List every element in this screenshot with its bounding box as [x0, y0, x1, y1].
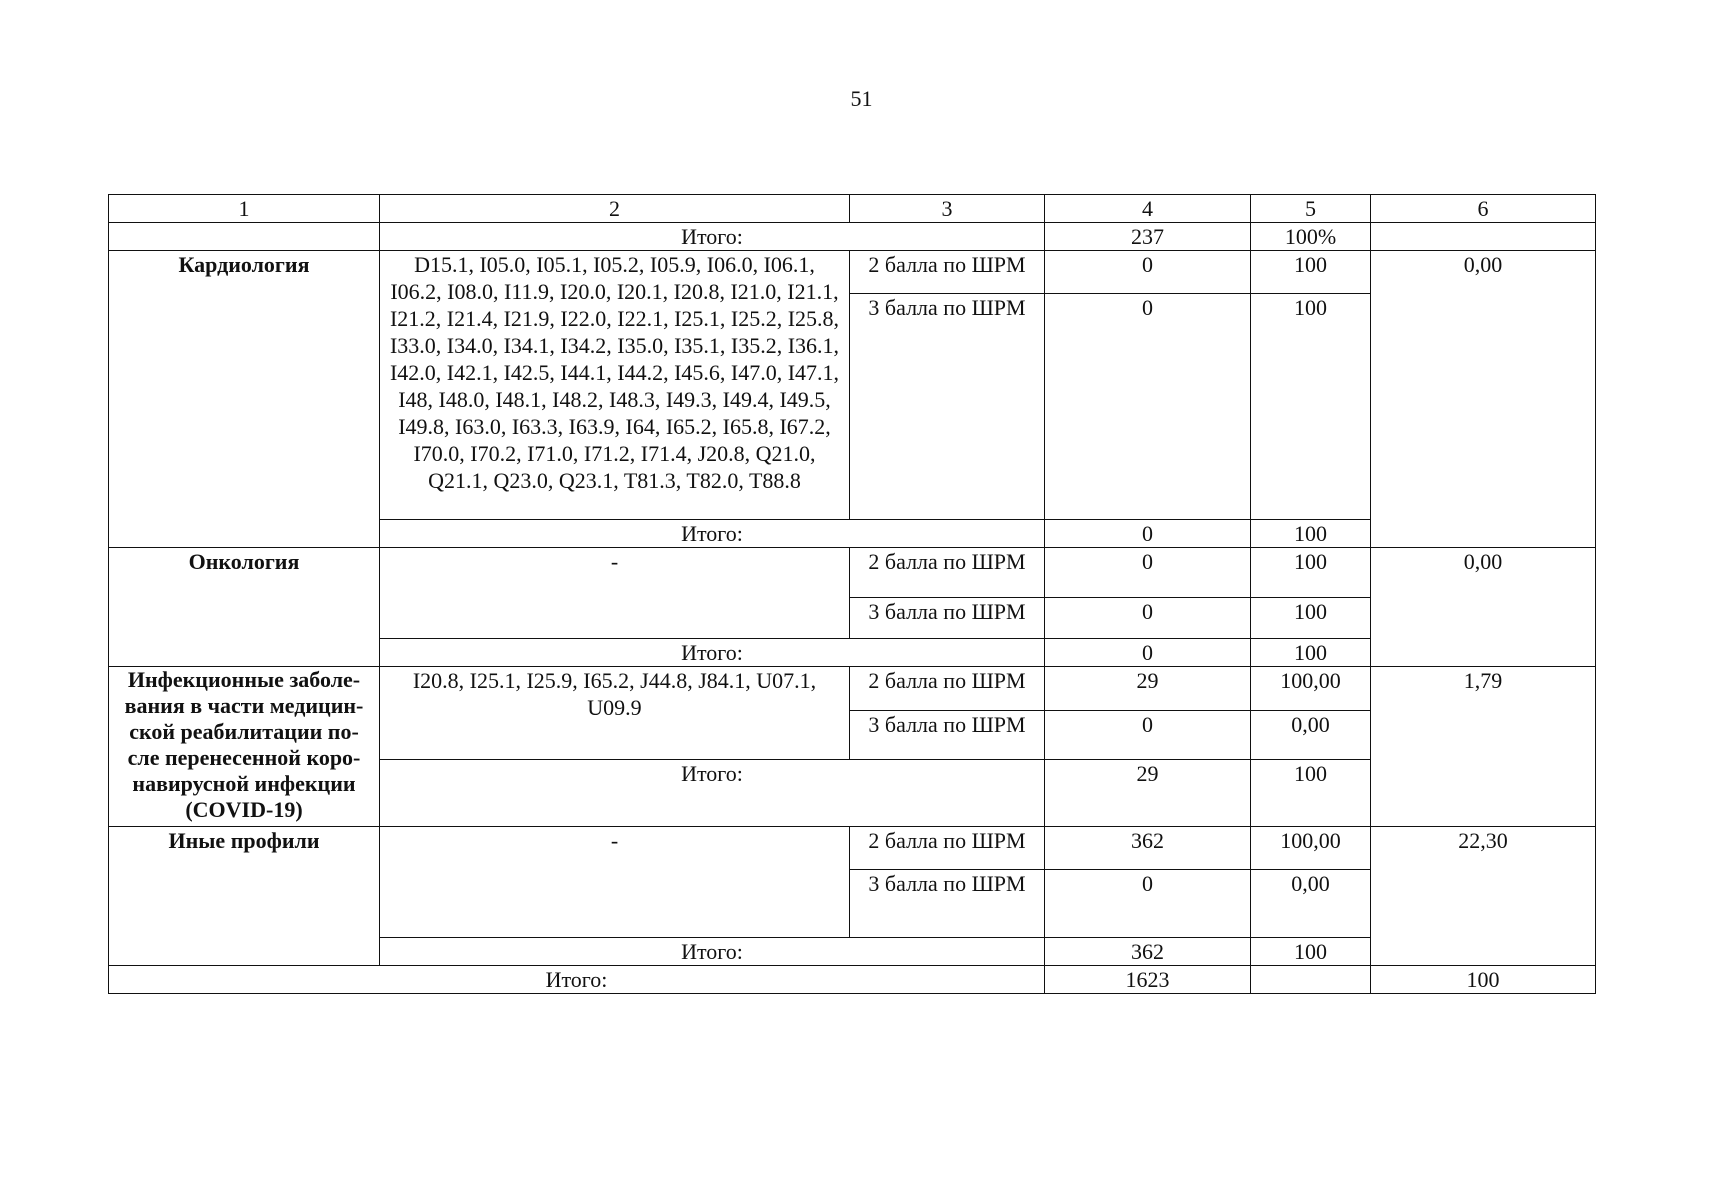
table-row — [109, 827, 1596, 870]
criterion-cell: 3 балла по ШРМ — [850, 870, 1045, 938]
header-cell: 5 — [1251, 195, 1371, 223]
header-cell: 4 — [1045, 195, 1251, 223]
value-cell: 100,00 — [1251, 667, 1371, 711]
total-value: 0 — [1045, 639, 1251, 667]
grand-total-value: 1623 — [1045, 966, 1251, 994]
table-row — [109, 667, 1596, 711]
total-value: 100 — [1251, 520, 1371, 548]
criterion-cell: 3 балла по ШРМ — [850, 294, 1045, 520]
table-row — [109, 548, 1596, 598]
value-cell: 0 — [1045, 711, 1251, 760]
total-label: Итого: — [380, 520, 1045, 548]
profile-cell: Онкология — [109, 548, 380, 667]
header-cell: 2 — [380, 195, 850, 223]
total-value: 237 — [1045, 223, 1251, 251]
total-label: Итого: — [380, 760, 1045, 827]
empty-cell — [1371, 223, 1596, 251]
value-cell: 362 — [1045, 827, 1251, 870]
total-label: Итого: — [380, 223, 1045, 251]
grand-total-row — [109, 966, 1596, 994]
criterion-cell: 2 балла по ШРМ — [850, 827, 1045, 870]
total-percent: 100% — [1251, 223, 1371, 251]
value-cell: 100 — [1251, 548, 1371, 598]
header-row — [109, 195, 1596, 223]
value-cell: 0,00 — [1251, 711, 1371, 760]
profile-cell: Кардиология — [109, 251, 380, 548]
header-cell: 3 — [850, 195, 1045, 223]
profile-cell: Иные профили — [109, 827, 380, 966]
criterion-cell: 2 балла по ШРМ — [850, 251, 1045, 294]
total-value: 100 — [1251, 938, 1371, 966]
value-cell: 100 — [1251, 294, 1371, 520]
grand-total-col6: 100 — [1371, 966, 1596, 994]
grand-total-label: Итого: — [109, 966, 1045, 994]
total-row — [109, 223, 1596, 251]
value-cell: 0 — [1045, 251, 1251, 294]
page-number: 51 — [850, 86, 873, 111]
total-value: 29 — [1045, 760, 1251, 827]
codes-cell: - — [380, 548, 850, 639]
total-value: 362 — [1045, 938, 1251, 966]
criterion-cell: 3 балла по ШРМ — [850, 598, 1045, 639]
share-cell: 22,30 — [1371, 827, 1596, 966]
total-value: 0 — [1045, 520, 1251, 548]
value-cell: 100 — [1251, 251, 1371, 294]
header-cell: 6 — [1371, 195, 1596, 223]
value-cell: 0,00 — [1251, 870, 1371, 938]
value-cell: 0 — [1045, 598, 1251, 639]
value-cell: 0 — [1045, 870, 1251, 938]
profile-cell: Инфекционные заболе-вания в части медицин-ской реабилитации по-сле перенесенной коро-навирусной инфекции (COVID-19) — [109, 667, 380, 827]
value-cell: 0 — [1045, 548, 1251, 598]
data-table — [108, 194, 1596, 994]
total-label: Итого: — [380, 639, 1045, 667]
codes-cell: - — [380, 827, 850, 938]
total-value: 100 — [1251, 760, 1371, 827]
codes-cell: D15.1, I05.0, I05.1, I05.2, I05.9, I06.0, I06.1, I06.2, I08.0, I11.9, I20.0, I20.1, I20.8, I21.0, I21.1, I21.2, I21.4, I21.9, I22.0, I22.1, I25.1, I25.2, I25.8, I33.0, I34.0, I34.1, I34.2, I35.0, I35.1, I35.2, I36.1, I42.0, I42.1, I42.5, I44.1, I44.2, I45.6, I47.0, I47.1, I48, I48.0, I48.1, I48.2, I48.3, I49.3, I49.4, I49.5, I49.8, I63.0, I63.3, I63.9, I64, I65.2, I65.8, I67.2, I70.0, I70.2, I71.0, I71.2, I71.4, J20.8, Q21.0, Q21.1, Q23.0, Q23.1, T81.3, T82.0, T88.8 — [380, 251, 850, 520]
total-label: Итого: — [380, 938, 1045, 966]
criterion-cell: 3 балла по ШРМ — [850, 711, 1045, 760]
empty-cell — [109, 223, 380, 251]
header-cell: 1 — [109, 195, 380, 223]
criterion-cell: 2 балла по ШРМ — [850, 667, 1045, 711]
value-cell: 0 — [1045, 294, 1251, 520]
criterion-cell: 2 балла по ШРМ — [850, 548, 1045, 598]
codes-cell: I20.8, I25.1, I25.9, I65.2, J44.8, J84.1, U07.1, U09.9 — [380, 667, 850, 760]
value-cell: 100 — [1251, 598, 1371, 639]
value-cell: 29 — [1045, 667, 1251, 711]
share-cell: 0,00 — [1371, 548, 1596, 667]
share-cell: 1,79 — [1371, 667, 1596, 827]
grand-total-col5 — [1251, 966, 1371, 994]
value-cell: 100,00 — [1251, 827, 1371, 870]
share-cell: 0,00 — [1371, 251, 1596, 548]
total-value: 100 — [1251, 639, 1371, 667]
table-row — [109, 251, 1596, 294]
